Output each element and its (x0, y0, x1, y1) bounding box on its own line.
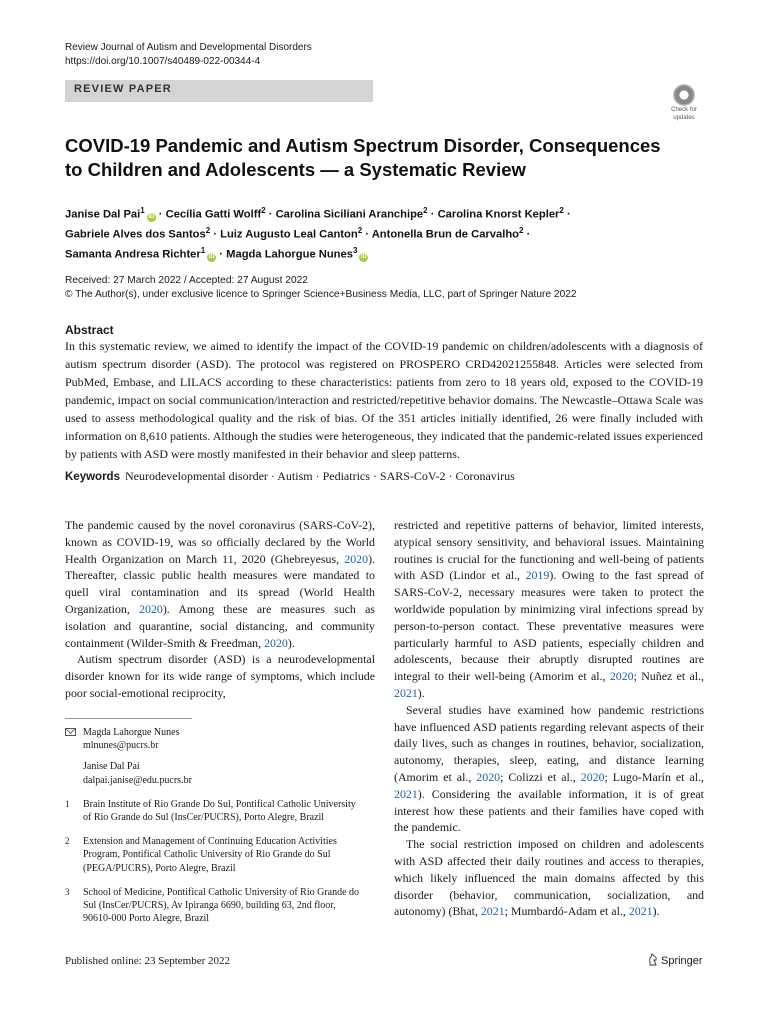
citation-link[interactable]: 2020 (139, 601, 163, 616)
body-text: ; Colizzi et al., (500, 769, 581, 784)
citation-link[interactable]: 2021 (628, 904, 653, 919)
body-text: The pandemic caused by the novel coronavirus (SARS-CoV-2), known as COVID-19, was so officially declared by the World Health Organization on March 11, 2020 (Ghebreyesus, (65, 518, 375, 566)
author-affiliation-mark: 2 (205, 226, 211, 236)
keywords (65, 468, 515, 485)
dates-block (65, 274, 577, 302)
body-text: ). (652, 904, 660, 919)
keywords-text: Neurodevelopmental disorder · Autism · Pediatrics · SARS-CoV-2 · Coronavirus (124, 469, 515, 483)
section-label: REVIEW PAPER (74, 83, 172, 95)
author-affiliation-mark: 1 (200, 246, 206, 256)
keywords-label: Keywords (65, 471, 120, 483)
body-text: ). Among these are measures such as isolation and quarantine, social distancing, and community containment (Wilder-Smith & Freedman, (65, 601, 375, 650)
body-text: Autism spectrum disorder (ASD) is a neurodevelopmental disorder known for its wide range of symptoms, which include poor social-emotional reciprocity, (65, 652, 375, 700)
author-name: Samanta Andresa Richter (65, 249, 201, 262)
body-text: ). Owing to the fast spread of SARS-CoV-2, necessary measures were taken to protect the worldwide population by minimizing viral infections spread by person-to-person contact. These preventative measures were particularly harmful to ASD patients, especially children and adolescents, because their abruptly disrupted routines are integral to their well-being (Amorim et al., (394, 568, 704, 684)
springer-knight-icon (648, 953, 658, 966)
footnotes (65, 726, 365, 925)
body-text: The social restriction imposed on children and adolescents with ASD affected their daily routines and access to therapies, which likely influenced the main domains affected by this disorder (behavior, communication, socialization, and autonomy) (Bhat, (394, 837, 704, 919)
body-text: ; Mumbardó-Adam et al., (504, 904, 629, 919)
body-paragraph (394, 702, 704, 836)
citation-link[interactable]: 2020 (476, 769, 501, 784)
body-paragraph (65, 517, 375, 651)
orcid-icon[interactable]: iD (360, 254, 367, 261)
body-text: ). Thereafter, classic public health measures were mandated to quell viral contamination and its spread (World Health Organization, (65, 551, 375, 616)
affiliation-number: 3 (65, 886, 70, 897)
body-paragraph (65, 651, 375, 701)
body-paragraph (394, 836, 704, 920)
citation-link[interactable]: 2019 (525, 568, 550, 583)
check-for-updates-badge[interactable] (664, 84, 704, 126)
affiliation-number: 2 (65, 836, 70, 847)
published-date: Published online: 23 September 2022 (65, 955, 230, 967)
footnote-rule (65, 718, 192, 719)
received-accepted: Received: 27 March 2022 / Accepted: 27 August 2022 (65, 275, 308, 286)
author-list: Janise Dal Pai$^1$iD · Cecília Gatti Wolff$^2$ · Carolina Siciliani Aranchipe$^2$ · Carolina Knorst Kepler$^2$ · Gabriele Alves dos Santos$^2$ · Luiz Augusto Leal Canton$^2$ · Antonella Brun de Carvalho$^2$ · Samanta Andresa Richter$^1$iD · Magda Lahorgue Nunes$^3$iD (65, 206, 571, 262)
affiliation-text: School of Medicine, Pontifical Catholic University of Rio Grande do Sul (InsCer/PUCRS), Av Ipiranga 6690, building 63, 2nd floor, 90610-000 Porto Alegre, Brazil (83, 886, 360, 925)
correspondence-block (65, 726, 365, 787)
body-text: ). (287, 635, 295, 650)
author-name: Carolina Siciliani Aranchipe (275, 208, 424, 221)
corresponding-author-name: Janise Dal Pai (83, 761, 140, 773)
author-name: Magda Lahorgue Nunes (226, 249, 353, 262)
author-affiliation-mark: 1 (140, 206, 145, 215)
body-text: restricted and repetitive patterns of behavior, limited interests, atypical sensory sensitivity, and behavioral issues. Maintaining routines is crucial for the functioning and well-being of patients with ASD (Lindor et al., (394, 518, 704, 583)
author-affiliation-mark: 2 (559, 206, 564, 215)
corresponding-author-name: Magda Lahorgue Nunes (83, 727, 180, 738)
author-affiliation-mark: 2 (423, 206, 428, 215)
copyright: © The Author(s), under exclusive licence to Springer Science+Business Media, LLC, part of Springer Nature 2022 (65, 289, 577, 300)
affiliation (65, 798, 365, 824)
envelope-icon (65, 728, 76, 736)
doi-link[interactable]: https://doi.org/10.1007/s40489-022-00344-4 (65, 56, 261, 67)
publisher-logo (648, 953, 703, 967)
affiliation-number: 1 (65, 798, 70, 809)
citation-link[interactable]: 2020 (609, 669, 634, 684)
check-updates-icon (673, 84, 695, 106)
author-name: Cecília Gatti Wolff (165, 208, 262, 221)
author-affiliation-mark: 2 (357, 226, 363, 236)
citation-link[interactable]: 2021 (394, 786, 418, 801)
badge-text-2: updates (673, 115, 695, 121)
citation-link[interactable]: 2020 (344, 551, 369, 566)
citation-link[interactable]: 2020 (580, 769, 605, 784)
corresponding-author-email[interactable]: dalpai.janise@edu.pucrs.br (83, 774, 192, 786)
corresponding-author-email[interactable]: mlnunes@pucrs.br (83, 740, 159, 752)
affiliation-text: Brain Institute of Rio Grande Do Sul, Pontifical Catholic University of Rio Grande do Sul (InsCer/PUCRS), Porto Alegre, Brazil (83, 798, 356, 824)
abstract-text: In this systematic review, we aimed to identify the impact of the COVID-19 pandemic on children/adolescents with a diagnosis of autism spectrum disorder (ASD). The protocol was registered on PROSPERO CRD42021255848. Articles were selected from PubMed, Embase, and LILACS according to these characteristics: patients from zero to 18 years old, exposed to the COVID-19 pandemic, impact on social communication/interaction and restricted/repetitive behavior domains. The Newcastle–Ottawa Scale was used to assess methodological quality and the risk of bias. Of the 351 articles initially identified, 26 were finally included with information on 8,610 patients. Although the studies were heterogeneous, they indicated that the pandemic-related issues experienced by patients with ASD were mostly manifested in their behavior and sleep patterns. (65, 339, 703, 461)
body-right-column (394, 517, 704, 920)
body-text: ; Lugo-Marín et al., (604, 769, 704, 784)
journal-name: Review Journal of Autism and Developmental Disorders (65, 42, 312, 53)
author-name: Gabriele Alves dos Santos (65, 228, 206, 241)
journal-header (65, 41, 312, 69)
author-name: Luiz Augusto Leal Canton (220, 228, 358, 241)
affiliation-text: Extension and Management of Continuing Education Activities Program, Pontifical Catholic University of Rio Grande do Sul (PEGA/PUCRS), Porto Alegre, Brazil (83, 836, 337, 874)
body-text: ; Nuñez et al., (633, 669, 704, 684)
orcid-icon[interactable]: iD (208, 254, 215, 261)
citation-link[interactable]: 2021 (394, 685, 418, 700)
affiliation (65, 835, 365, 875)
author-affiliation-mark: 2 (261, 206, 266, 215)
body-left-column (65, 517, 375, 702)
badge-text-1: Check for (671, 107, 697, 113)
body-text: ). Considering the available information, it is of great interest how these patients and their families have coped with the pandemic. (394, 786, 704, 835)
body-paragraph (394, 517, 704, 702)
author-name: Antonella Brun de Carvalho (371, 228, 520, 241)
citation-link[interactable]: 2020 (264, 635, 288, 650)
abstract-heading: Abstract (65, 323, 114, 337)
body-text: Several studies have examined how pandemic restrictions have influenced ASD patients regarding relevant aspects of their daily lives, such as changes in routines, behavior, socialization, autonomy, therapies, sleep, eating, and distance learning (Amorim et al., (394, 702, 704, 784)
author-name: Carolina Knorst Kepler (437, 208, 560, 221)
author-affiliation-mark: 3 (352, 246, 358, 256)
paper-title: COVID-19 Pandemic and Autism Spectrum Disorder, Consequences to Children and Adolescents — a Systematic Review (65, 135, 661, 180)
author-name: Janise Dal Pai (65, 208, 141, 221)
citation-link[interactable]: 2021 (480, 904, 505, 919)
publisher-name: Springer (661, 955, 703, 967)
body-text: ). (417, 685, 425, 700)
author-affiliation-mark: 2 (519, 226, 524, 236)
affiliation (65, 886, 365, 926)
section-banner (65, 80, 373, 102)
orcid-icon[interactable]: iD (148, 213, 155, 220)
